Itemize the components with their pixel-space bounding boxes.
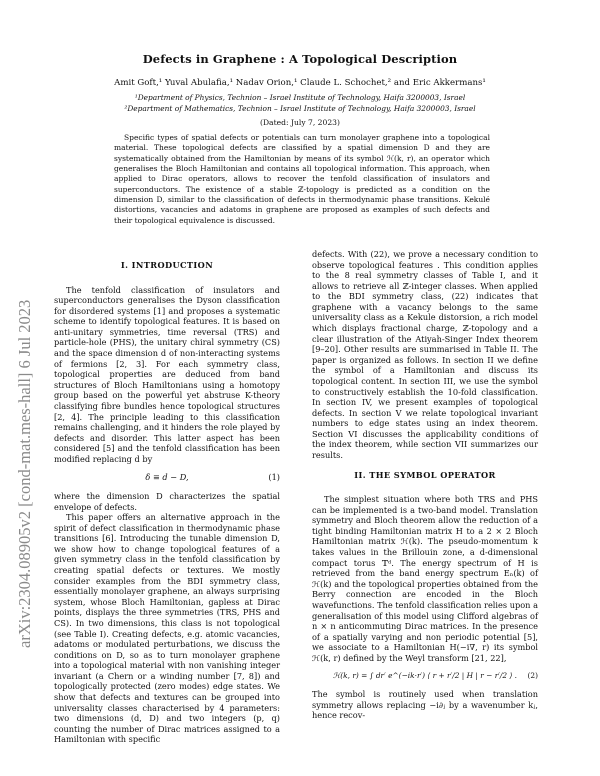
author-list: Amit Goft,¹ Yuval Abulafia,¹ Nadav Orion,¹ Claude L. Schochet,² and Eric Akkermans¹ [114,78,486,88]
section-heading-introduction: I. INTRODUCTION [120,260,214,270]
paper-date: (Dated: July 7, 2023) [260,118,340,127]
abstract [114,133,490,226]
equation-2-body: ℋ(k, r) = ∫ dr′ e^(−ik·r′) ⟨ r + r′/2 | H | r − r′/2 ⟩ . [332,671,518,681]
right-column [312,249,538,721]
equation-1-body: δ ≡ d − D, [145,472,189,483]
affiliation-physics: ¹Department of Physics, Technion – Israel Institute of Technology, Haifa 3200003, Israel [134,93,466,102]
symbol-paragraph-1: The simplest situation where both TRS and PHS can be implemented is a two-band model. Translation symmetry and Bloch theorem allow the reduction of a tight binding Hamiltonian matrix H to a 2 × 2 Bloch Hamiltonian matrix ℋ(k). The pseudo-momentum k takes values in the Brillouin zone, a d-dimensional compact torus 𝕋ᵈ. The energy spectrum of H is retrieved from the band energy spectrum Eₙ(k) of ℋ(k) and the topological properties obtained from the Berry connection are encoded in the Bloch wavefunctions. The tenfold classification relies upon a generalisation of this model using Clifford algebras of n × n anticommuting Dirac matrices. In the presence of a spatially varying and non periodic potential [5], we associate to a Hamiltonian H(−i∇, r) its symbol ℋ(k, r) defined by the Weyl transform [21, 22], [312,494,538,663]
equation-1-number: (1) [268,472,280,483]
intro-after-equation: where the dimension D characterizes the spatial envelope of defects. [54,490,280,512]
paper-title: Defects in Graphene : A Topological Description [142,52,458,66]
left-column [54,260,280,745]
equation-2-number: (2) [527,671,538,681]
equation-1 [54,472,280,483]
section-heading-symbol-operator: II. THE SYMBOL OPERATOR [354,469,496,480]
equation-2 [312,671,538,681]
arxiv-id-text: arXiv:2304.08905v2 [cond-mat.mes-hall] 6 Jul 2023 [15,299,34,648]
intro-continuation: defects. With (22), we prove a necessary condition to observe topological features . This condition applies to the 8 real symmetry classes of Table I, and it allows to retrieve all ℤ-integer classes. When applied to the BDI symmetry class, (22) indicates that graphene with a vacancy belongs to the same universality class as a Kekule distorsion, a rich model which displays fractional charge, ℤ-topology and a clear illustration of the Atiyah-Singer Index theorem [9–20]. Other results are summarised in Table II. The paper is organized as follows. In section II we define the symbol of a Hamiltonian and discuss its topological content. In section III, we use the symbol to constructively establish the 10-fold classification. In section IV, we present examples of topological defects. In section V we relate topological invariant numbers to edge states using an index theorem. Section VI discusses the applicability conditions of the index theorem, while section VII summarizes our results. [312,249,538,460]
intro-paragraph-2: This paper offers an alternative approach in the spirit of defect classification in thermodynamic phase transitions [6]. Introducing the tunable dimension D, we show how to change topological features of a given symmetry class in the tenfold classification by creating spatial defects or textures. We mostly consider examples from the BDI symmetry class, essentially monolayer graphene, an always surprising system, whose Bloch Hamiltonian, gapless at Dirac points, displays the three symmetries (TRS, PHS and CS). In two dimensions, this class is not topological (see Table I). Creating defects, e.g. atomic vacancies, adatoms or modulated perturbations, we discuss the conditions on D, so as to turn monolayer graphene into a topological material with non vanishing integer invariant (a Chern or a winding number [7, 8]) and topologically protected (zero modes) edge states. We show that defects and textures can be grouped into universality classes characterised by 4 parameters: two dimensions (d, D) and two integers (p, q) counting the number of Dirac matrices assigned to a Hamiltonian with specific [54,512,280,745]
intro-paragraph-1: The tenfold classification of insulators and superconductors generalises the Dyson classification for disordered systems [1] and proposes a systematic scheme to identify topological features. It is based on anti-unitary symmetries, time reversal (TRS) and particle-hole (PHS), the unitary chiral symmetry (CS) and the space dimension d of non-interacting systems of fermions [2, 3]. For each symmetry class, topological properties are deduced from band structures of Bloch Hamiltonians using a homotopy group based on the powerful yet abstruse K-theory classifying fibre bundles hence topological structures [2, 4]. The principle leading to this classification remains challenging, and it hinders the role played by defects and disorder. This latter aspect has been considered [5] and the tenfold classification has been modified replacing d by [54,284,280,464]
abstract-text: Specific types of spatial defects or potentials can turn monolayer graphene into a topological material. These topological defects are classified by a spatial dimension D and they are systematically obtained from the Hamiltonian by means of its symbol ℋ(k, r), an operator which generalises the Bloch Hamiltonian and contains all topological information. This approach, when applied to Dirac operators, allows to recover the tenfold classification of insulators and superconductors. The existence of a stable ℤ-topology is predicted as a condition on the dimension D, similar to the classification of defects in thermodynamic phase transitions. Kekulé distortions, vacancies and adatoms in graphene are proposed as examples of such defects and their topological equivalence is discussed. [114,133,490,225]
arxiv-identifier [6,100,38,660]
affiliation-math: ²Department of Mathematics, Technion – Israel Institute of Technology, Haifa 3200003, Israel [124,104,476,113]
symbol-paragraph-2: The symbol is routinely used when translation symmetry allows replacing −i∂ⱼ by a wavenumber kⱼ, hence recov- [312,688,538,721]
